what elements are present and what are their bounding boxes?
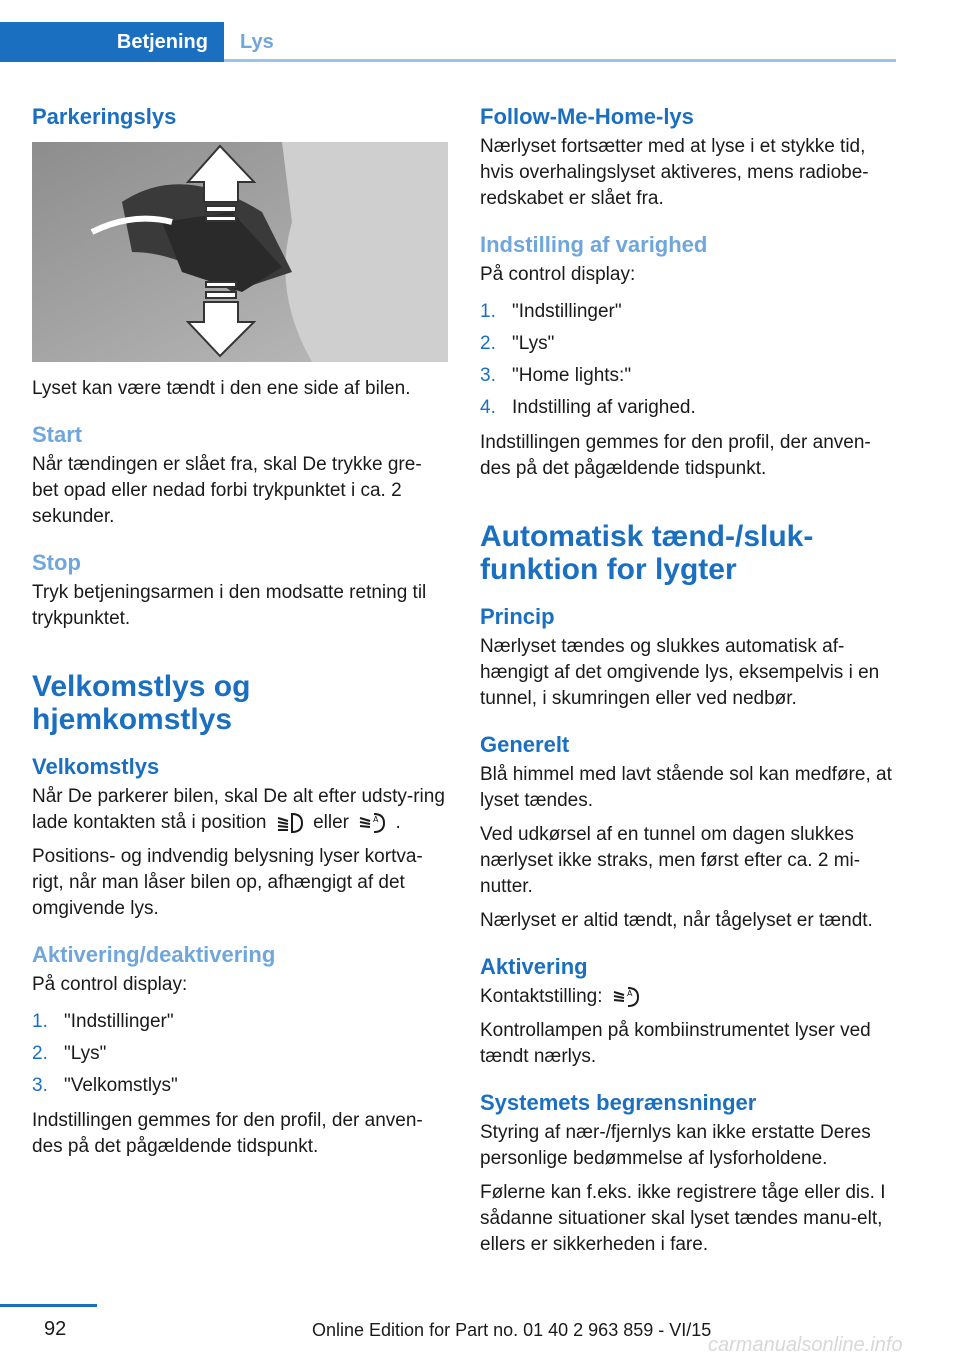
follow-steps	[480, 296, 896, 424]
welcome-text-1a: Når De parkerer bilen, skal De alt efter udsty‐ring lade kontakten stå i position	[32, 786, 445, 833]
limits-text-1: Styring af nær-/fjernlys kan ikke erstatte Deres personlige bedømmelse af lysforholdene.	[480, 1122, 871, 1169]
welcome-sub-title: Velkomstlys	[32, 754, 160, 779]
svg-text:A: A	[373, 814, 379, 824]
start-text: Når tændingen er slået fra, skal De trykke gre‐bet opad eller nedad forbi trykpunktet i ca. 2 sekunder.	[32, 454, 422, 527]
list-item	[480, 392, 896, 424]
follow-note: Indstillingen gemmes for den profil, der anven‐des på det pågældende tidspunkt.	[480, 432, 871, 479]
list-item	[32, 1006, 448, 1038]
footer-rule	[0, 1304, 97, 1307]
auto-title: Automatisk tænd-/sluk-funktion for lygter	[480, 520, 814, 586]
principle-title: Princip	[480, 604, 555, 629]
activation-title: Aktivering/deaktivering	[32, 942, 276, 967]
welcome-note: Indstillingen gemmes for den profil, der anven‐des på det pågældende tidspunkt.	[32, 1110, 423, 1157]
duration-title: Indstilling af varighed	[480, 232, 708, 257]
stop-title: Stop	[32, 550, 81, 575]
step-text: "Lys"	[512, 333, 555, 354]
watermark: carmanualsonline.info	[708, 1334, 903, 1356]
stop-text: Tryk betjeningsarmen i den modsatte retning til trykpunktet.	[32, 582, 427, 629]
switch-label: Kontaktstilling:	[480, 986, 603, 1007]
page-number: 92	[44, 1318, 67, 1340]
welcome-title: Velkomstlys og hjemkomstlys	[32, 670, 251, 736]
auto-light-icon	[612, 986, 640, 1008]
parking-light-lever-image	[32, 142, 448, 362]
step-number: 3.	[480, 365, 496, 386]
header-tab-betjening	[0, 22, 224, 62]
step-text: "Indstillinger"	[64, 1011, 174, 1032]
welcome-text-2: Positions- og indvendig belysning lyser kortva‐rigt, når man låser bilen op, afhængigt af det omgivende lys.	[32, 846, 423, 919]
step-number: 2.	[32, 1043, 48, 1064]
follow-text: Nærlyset fortsætter med at lyse i et stykke tid, hvis overhalingslyset aktiveres, mens radiobe‐redskabet er slået fra.	[480, 136, 869, 209]
step-text: "Indstillinger"	[512, 301, 622, 322]
step-text: "Home lights:"	[512, 365, 632, 386]
list-item	[480, 360, 896, 392]
step-text: "Lys"	[64, 1043, 107, 1064]
start-title: Start	[32, 422, 83, 447]
low-beam-icon	[276, 812, 304, 834]
step-text: "Velkomstlys"	[64, 1075, 178, 1096]
left-column	[32, 100, 448, 1168]
limits-title: Systemets begrænsninger	[480, 1090, 757, 1115]
header-tab-lys	[240, 22, 274, 62]
auto-light-icon	[358, 812, 386, 834]
general-text-1: Blå himmel med lavt stående sol kan medføre, at lyset tændes.	[480, 764, 892, 811]
duration-intro: På control display:	[480, 264, 636, 285]
header-rule	[224, 59, 896, 62]
list-item	[32, 1038, 448, 1070]
welcome-text-or: eller	[313, 812, 349, 833]
step-text: Indstilling af varighed.	[512, 397, 696, 418]
general-title: Generelt	[480, 732, 570, 757]
limits-text-2: Følerne kan f.eks. ikke registrere tåge eller dis. I sådanne situationer skal lyset tændes manu‐elt, ellers er sikkerheden i fare.	[480, 1182, 886, 1255]
follow-title: Follow-Me-Home-lys	[480, 104, 694, 129]
step-number: 4.	[480, 397, 496, 418]
parking-title: Parkeringslys	[32, 104, 177, 129]
welcome-text-end: .	[395, 812, 401, 833]
footer-edition: Online Edition for Part no. 01 40 2 963 859 - VI/15	[312, 1320, 712, 1340]
parking-caption: Lyset kan være tændt i den ene side af bilen.	[32, 378, 411, 399]
list-item	[32, 1070, 448, 1102]
general-text-3: Nærlyset er altid tændt, når tågelyset er tændt.	[480, 910, 873, 931]
header-section: Betjening	[116, 30, 208, 53]
auto-activation-title: Aktivering	[480, 954, 588, 979]
auto-activation-text: Kontrollampen på kombiinstrumentet lyser ved tændt nærlys.	[480, 1020, 871, 1067]
principle-text: Nærlyset tændes og slukkes automatisk af‐hængigt af det omgivende lys, eksempelvis i en tunnel, i skumringen eller ved nedbør.	[480, 636, 880, 709]
header-subsection: Lys	[240, 30, 274, 53]
step-number: 1.	[480, 301, 496, 322]
activation-intro: På control display:	[32, 974, 188, 995]
switch-position	[480, 984, 896, 1010]
welcome-text-1	[32, 784, 448, 836]
general-text-2: Ved udkørsel af en tunnel om dagen slukkes nærlyset ikke straks, men først efter ca. 2 mi‐nutter.	[480, 824, 861, 897]
right-column	[480, 100, 896, 1266]
list-item	[480, 296, 896, 328]
welcome-steps	[32, 1006, 448, 1102]
step-number: 3.	[32, 1075, 48, 1096]
list-item	[480, 328, 896, 360]
step-number: 2.	[480, 333, 496, 354]
svg-text:A: A	[626, 988, 633, 998]
step-number: 1.	[32, 1011, 48, 1032]
